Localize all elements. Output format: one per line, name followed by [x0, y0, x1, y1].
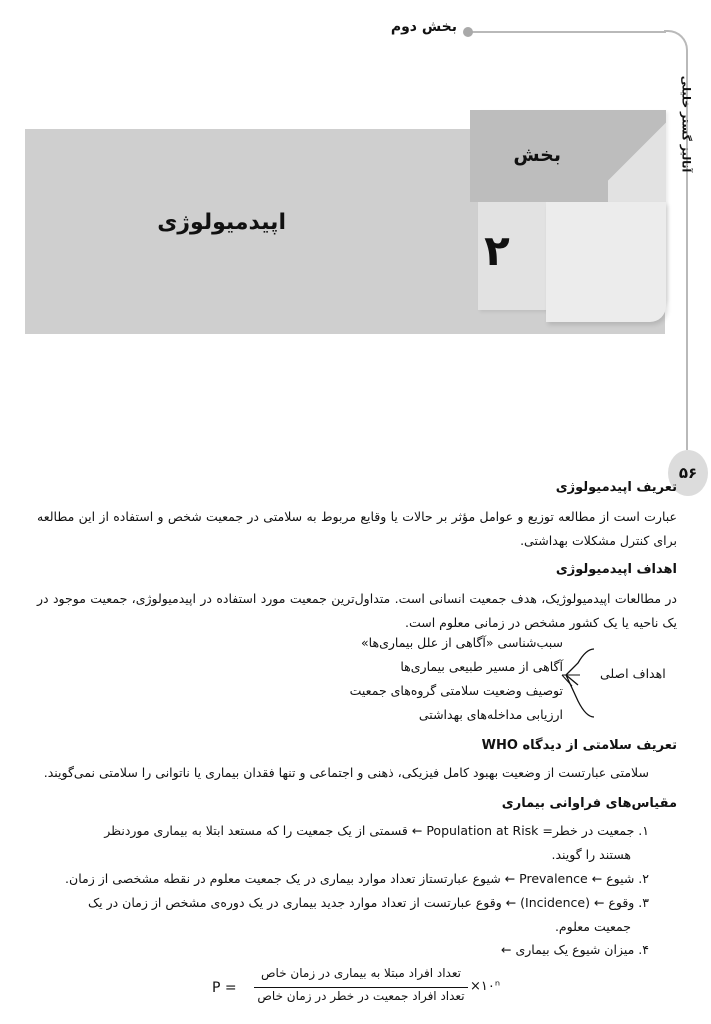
header-rule-dot	[463, 27, 473, 37]
formula-numerator: تعداد افراد مبتلا به بیماری در زمان خاص	[261, 966, 461, 980]
heading-disease-frequency-measures: مقیاس‌های فراوانی بیماری	[501, 796, 677, 811]
heading-epidemiology-goals: اهداف اپیدمیولوژی	[555, 562, 677, 577]
page-number: ۵۶	[678, 464, 698, 482]
heading-who-health-definition: تعریف سلامتی از دیدگاه WHO	[481, 738, 677, 753]
goal-item: آگاهی از مسیر طبیعی بیماری‌ها	[400, 659, 563, 674]
measure-item-3-cont: جمعیت معلوم.	[554, 919, 631, 934]
paragraph-epidemiology-definition: عبارت است از مطالعه توزیع و عوامل مؤثر بر حالات یا وقایع مربوط به سلامتی در جمعیت شخص و استفاده از این مطالعه برای کنترل مشکلات بهداشتی.	[37, 509, 677, 548]
section-title: بخش دوم	[390, 19, 457, 35]
chapter-tab-slope	[600, 110, 666, 202]
book-title-vertical	[672, 64, 700, 184]
goal-item: ارزیابی مداخله‌های بهداشتی	[418, 707, 563, 722]
formula-multiplier: ×۱۰ⁿ	[470, 979, 501, 994]
paragraph-who-health-definition: سلامتی عبارتست از وضعیت بهبود کامل فیزیکی، ذهنی و اجتماعی و تنها فقدان بیماری یا ناتوانی را سلامتی نمی‌گویند.	[43, 765, 649, 780]
prevalence-formula	[212, 966, 512, 1012]
goal-item: سبب‌شناسی «آگاهی از علل بیماری‌ها»	[361, 635, 563, 650]
chapter-tab-fold	[546, 202, 666, 322]
paragraph-epidemiology-goals: در مطالعات اپیدمیولوژیک، هدف جمعیت انسانی است. متداول‌ترین جمعیت مورد استفاده در اپیدمیولوژی، جمعیت موجود در یک ناحیه یا یک کشور مشخص در زمانی معلوم است.	[37, 591, 677, 630]
heading-epidemiology-definition: تعریف اپیدمیولوژی	[555, 480, 677, 495]
side-rail-corner	[664, 30, 688, 54]
formula-fraction-bar	[254, 987, 468, 988]
measure-item-3: ۳. وقوع ← (Incidence) ← وقوع عبارتست از تعداد موارد جدید بیماری در یک دوره‌ی مشخص از زمان در یک	[87, 895, 649, 910]
formula-denominator: تعداد افراد جمعیت در خطر در زمان خاص	[257, 989, 465, 1003]
goals-label: اهداف اصلی	[600, 666, 666, 681]
chapter-title: اپیدمیولوژی	[157, 210, 286, 235]
header-rule	[470, 31, 666, 33]
formula-lhs: P =	[212, 980, 237, 996]
goals-bracket	[560, 645, 600, 721]
goal-item: توصیف وضعیت سلامتی گروه‌های جمعیت	[349, 683, 563, 698]
measure-item-4: ۴. میزان شیوع یک بیماری ←	[501, 942, 649, 957]
chapter-word: بخش	[513, 144, 561, 166]
chapter-number: ۲	[484, 226, 510, 275]
measure-item-1: ۱. جمعیت در خطر= Population at Risk ← قسمتی از یک جمعیت را که مستعد ابتلا به بیماری موردنظر	[104, 823, 649, 838]
measure-item-1-cont: هستند را گویند.	[551, 847, 631, 862]
book-title-text: آنالیز گستر خلیلی	[679, 75, 693, 173]
measure-item-2: ۲. شیوع ← Prevalence ← شیوع عبارتستاز تعداد موارد بیماری در یک جمعیت معلوم در نقطه مشخصی از زمان.	[65, 871, 649, 886]
